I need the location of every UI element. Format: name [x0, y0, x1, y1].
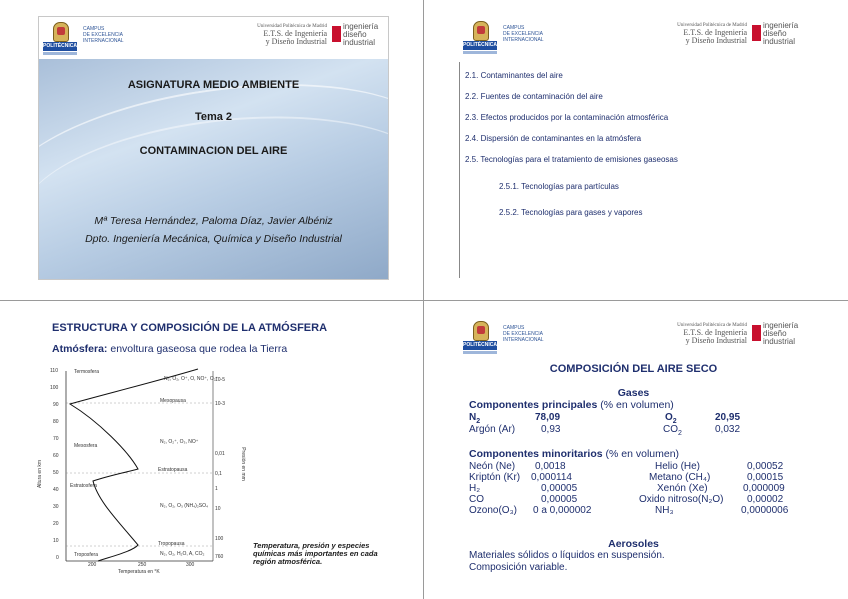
minor-name: Ozono(O₃)	[469, 505, 517, 516]
right-tick: 0,01	[215, 451, 225, 457]
upm-logo	[463, 21, 497, 54]
aerosol-line: Composición variable.	[469, 562, 568, 573]
slide-header	[459, 316, 808, 358]
minor-name: Neón (Ne)	[469, 461, 516, 472]
slide-header	[459, 16, 808, 58]
crest-icon	[473, 21, 489, 41]
minor-name: H₂	[469, 483, 481, 494]
slide-3	[38, 316, 387, 581]
department: Dpto. Ingeniería Mecánica, Química y Diseño Industrial	[85, 233, 342, 245]
minor-name: Kriptón (Kr)	[469, 472, 521, 483]
campus-text: CAMPUS DE EXCELENCIA INTERNACIONAL	[503, 325, 544, 343]
o2-value: 20,95	[715, 412, 741, 423]
argon-value: 0,93	[541, 424, 561, 435]
y-tick: 0	[56, 555, 59, 561]
x-axis-label: Temperatura en °K	[118, 569, 160, 575]
right-tick: 10-3	[215, 401, 226, 407]
layer-label: Troposfera	[74, 552, 98, 558]
x-tick: 250	[138, 562, 147, 568]
right-tick: 100	[215, 536, 224, 542]
slide-title: COMPOSICIÓN DEL AIRE SECO	[549, 363, 718, 375]
y-tick: 20	[53, 521, 59, 527]
slide-4	[459, 316, 808, 581]
minor-name: Oxido nitroso(N₂O)	[639, 494, 724, 505]
y-axis-label: Altura en km	[37, 459, 44, 489]
y-tick: 40	[53, 487, 59, 493]
n2-value: 78,09	[535, 412, 561, 423]
right-axis-label: Presión en mm	[239, 447, 246, 481]
o2-label: $O_2$	[665, 412, 677, 425]
page-divider-horizontal	[0, 300, 848, 301]
minor-value: 0,00002	[747, 494, 784, 505]
aerosol-line: Materiales sólidos o líquidos en suspensión.	[469, 550, 665, 561]
species-label: N₂, O₂, O⁺, O, NO⁺, O₂⁺	[164, 376, 219, 382]
minor-value: 0,000009	[743, 483, 785, 494]
minor-name: Metano (CH₄)	[649, 472, 711, 483]
upm-label: POLITÉCNICA	[463, 42, 497, 48]
y-tick: 30	[53, 504, 59, 510]
etsidi-logo: ingeniería diseño industrial	[332, 23, 384, 49]
y-tick: 60	[53, 453, 59, 459]
layer-label: Mesopausa	[160, 398, 186, 404]
species-label: N₂, O₂, H₂O, A, CO₂	[160, 551, 205, 557]
toc-item: 2.5. Tecnologías para el tratamiento de emisiones gaseosas	[465, 155, 678, 164]
slide-2	[459, 16, 808, 278]
course-title: ASIGNATURA MEDIO AMBIENTE	[127, 79, 300, 91]
toc-item: 2.2. Fuentes de contaminación del aire	[465, 92, 603, 101]
y-tick: 10	[53, 538, 59, 544]
right-tick: 760	[215, 554, 224, 560]
campus-text: CAMPUS DE EXCELENCIA INTERNACIONAL	[83, 26, 124, 44]
layer-label: Estratosfera	[70, 483, 97, 489]
minor-value: 0,00005	[541, 483, 578, 494]
y-tick: 70	[53, 436, 59, 442]
campus-text: CAMPUS DE EXCELENCIA INTERNACIONAL	[503, 25, 544, 43]
slide-title: ESTRUCTURA Y COMPOSICIÓN DE LA ATMÓSFERA	[52, 322, 328, 334]
topic-title: CONTAMINACION DEL AIRE	[139, 145, 288, 157]
etsidi-logo: ingeniería diseño industrial	[752, 22, 804, 48]
gases-heading: Gases	[617, 387, 650, 399]
atmosphere-definition: Atmósfera: envoltura gaseosa que rodea la Tierra	[52, 343, 288, 355]
n2-label: $N_2$	[469, 412, 481, 425]
minor-value: 0,000114	[531, 472, 572, 483]
minor-value: 0 a 0,000002	[533, 505, 592, 516]
minor-heading: Componentes minoritarios (% en volumen)	[469, 448, 680, 460]
y-tick: 110	[50, 368, 58, 374]
slide-header	[39, 17, 388, 59]
right-tick: 10-5	[215, 377, 226, 383]
right-tick: 10	[215, 506, 221, 512]
minor-value: 0,0018	[535, 461, 566, 472]
y-tick: 50	[53, 470, 59, 476]
title-slide-background	[39, 59, 388, 279]
argon-label: Argón (Ar)	[469, 424, 516, 435]
etsidi-logo: ingeniería diseño industrial	[752, 322, 804, 348]
right-tick: 0,1	[215, 471, 222, 477]
y-tick: 100	[50, 385, 59, 391]
atmosphere-profile-figure	[38, 361, 278, 579]
species-label: N₂, O₂, O₃ (NH₄)₂SO₄	[160, 503, 209, 509]
minor-name: NH₃	[655, 505, 674, 516]
slide-1	[38, 16, 389, 280]
toc-item: 2.1. Contaminantes del aire	[465, 71, 563, 80]
toc-item: 2.4. Dispersión de contaminantes en la atmósfera	[465, 134, 642, 143]
school-name: Universidad Politécnica de Madrid E.T.S. de Ingeniería y Diseño Industrial	[677, 323, 747, 345]
upm-logo	[463, 321, 497, 354]
figure-caption: Temperatura, presión y especies químicas más importantes en cada región atmosférica.	[253, 541, 378, 566]
upm-label: POLITÉCNICA	[43, 43, 77, 49]
toc-subitem: 2.5.1. Tecnologías para partículas	[499, 182, 619, 191]
minor-value: 0,0000006	[741, 505, 789, 516]
toc-rule	[459, 62, 460, 278]
toc-item: 2.3. Efectos producidos por la contaminación atmosférica	[465, 113, 669, 122]
minor-name: Helio (He)	[655, 461, 701, 472]
minor-name: Xenón (Xe)	[657, 483, 708, 494]
minor-value: 0,00052	[747, 461, 784, 472]
minor-name: CO	[469, 494, 484, 505]
upm-logo	[43, 22, 77, 55]
layer-label: Tropopausa	[158, 541, 185, 547]
minor-value: 0,00015	[747, 472, 784, 483]
upm-label: POLITÉCNICA	[463, 342, 497, 348]
crest-icon	[473, 321, 489, 341]
school-name: Universidad Politécnica de Madrid E.T.S. de Ingeniería y Diseño Industrial	[257, 24, 327, 46]
x-tick: 200	[88, 562, 97, 568]
co2-value: 0,032	[715, 424, 741, 435]
co2-label: $CO_2$	[663, 424, 682, 437]
principal-heading: Componentes principales (% en volumen)	[469, 399, 674, 411]
y-tick: 90	[53, 402, 59, 408]
y-tick: 80	[53, 419, 59, 425]
layer-label: Termosfera	[74, 369, 100, 375]
toc-subitem: 2.5.2. Tecnologías para gases y vapores	[499, 208, 643, 217]
tema-label: Tema 2	[194, 111, 233, 123]
aerosol-heading: Aerosoles	[608, 538, 659, 550]
x-tick: 300	[186, 562, 195, 568]
crest-icon	[53, 22, 69, 42]
layer-label: Estratopausa	[158, 467, 188, 473]
layer-label: Mesosfera	[74, 443, 98, 449]
authors: Mª Teresa Hernández, Paloma Díaz, Javier Albéniz	[94, 215, 333, 227]
species-label: N₂, O₂⁺, O₃, NO⁺	[160, 439, 199, 445]
school-name: Universidad Politécnica de Madrid E.T.S. de Ingeniería y Diseño Industrial	[677, 23, 747, 45]
right-tick: 1	[215, 486, 218, 492]
minor-value: 0,00005	[541, 494, 578, 505]
